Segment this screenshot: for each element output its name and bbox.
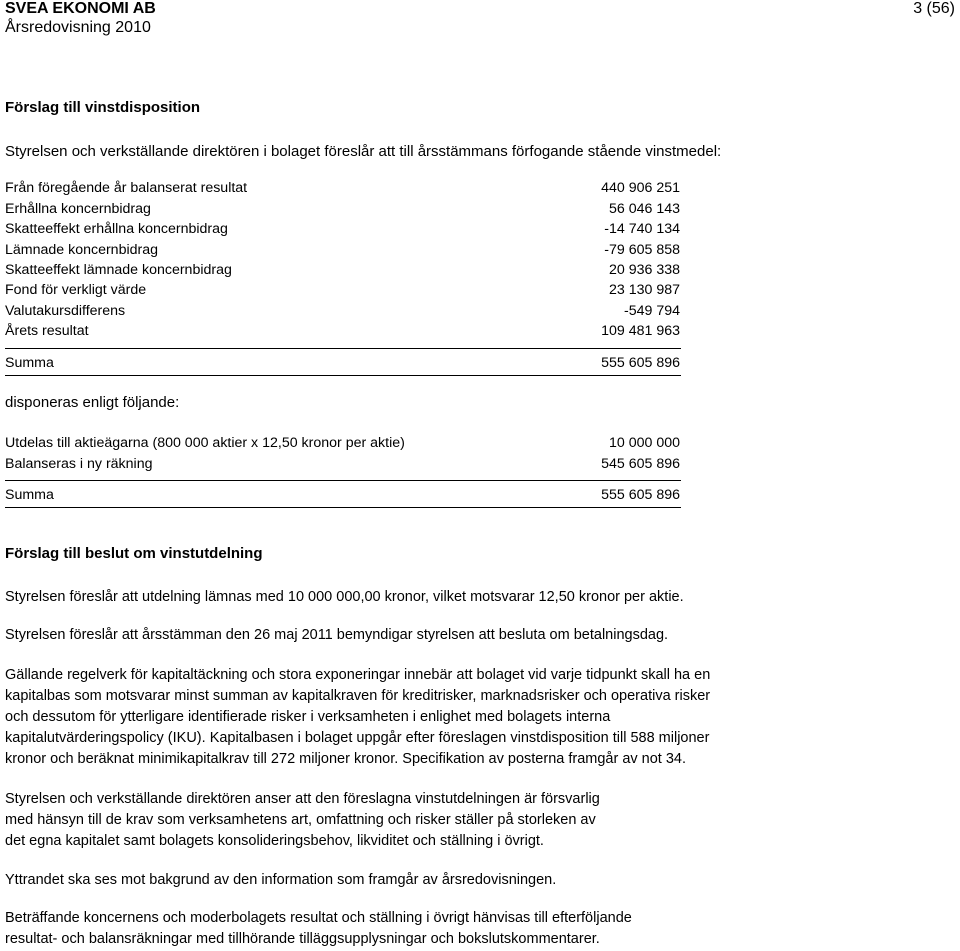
paragraph-line: kapitalbas som motsvarar minst summan av kapitalkraven för kreditrisker, marknadsrisker och operativa risker <box>5 688 711 704</box>
table-row <box>5 321 680 341</box>
table-row <box>5 280 680 300</box>
disposition-heading: Förslag till vinstdisposition <box>5 99 201 116</box>
sum-top-rule <box>5 480 681 481</box>
sum-value: 555 605 896 <box>601 487 680 503</box>
row-value: 56 046 143 <box>608 201 680 217</box>
paragraph-line: Yttrandet ska ses mot bakgrund av den information som framgår av årsredovisningen. <box>5 872 557 888</box>
paragraph-line: Beträffande koncernens och moderbolagets resultat och ställning i övrigt hänvisas till efterföljande <box>5 910 632 926</box>
paragraph-line: kronor och beräknat minimikapitalkrav till 272 miljoner kronor. Specifikation av posterna framgår av not 34. <box>5 751 687 767</box>
row-label: Balanseras i ny räkning <box>5 456 153 472</box>
row-label: Lämnade koncernbidrag <box>5 242 159 258</box>
table-row <box>5 178 680 198</box>
paragraph-line: kapitalutvärderingspolicy (IKU). Kapitalbasen i bolaget uppgår efter föreslagen vinstdisposition till 588 miljoner <box>5 730 710 746</box>
paragraph-line: Styrelsen föreslår att utdelning lämnas med 10 000 000,00 kronor, vilket motsvarar 12,50 kronor per aktie. <box>5 589 684 605</box>
paragraph-line: Gällande regelverk för kapitaltäckning och stora exponeringar innebär att bolaget vid varje tidpunkt skall ha en <box>5 667 711 683</box>
row-value: 109 481 963 <box>601 323 680 339</box>
paragraph-line: Styrelsen och verkställande direktören anser att den föreslagna vinstutdelningen är försvarlig <box>5 791 600 807</box>
table-row <box>5 301 680 321</box>
table-row <box>5 454 680 474</box>
statement-basis-paragraph <box>5 870 955 891</box>
row-label: Årets resultat <box>5 323 89 339</box>
row-label: Utdelas till aktieägarna (800 000 aktier x 12,50 kronor per aktie) <box>5 435 405 451</box>
table-row <box>5 260 680 280</box>
sum-value: 555 605 896 <box>601 355 680 371</box>
row-value: -14 740 134 <box>604 221 680 237</box>
paragraph-line: resultat- och balansräkningar med tillhörande tilläggsupplysningar och bokslutskommentarer. <box>5 931 600 947</box>
sum-bottom-rule <box>5 507 681 508</box>
company-name: SVEA EKONOMI AB <box>5 0 156 17</box>
dividend-heading: Förslag till beslut om vinstutdelning <box>5 545 263 562</box>
row-label: Från föregående år balanserat resultat <box>5 180 248 196</box>
table-row <box>5 199 680 219</box>
sum-top-rule <box>5 348 681 349</box>
row-label: Skatteeffekt erhållna koncernbidrag <box>5 221 228 237</box>
reference-paragraph <box>5 908 955 950</box>
row-value: 440 906 251 <box>601 180 680 196</box>
sum-label: Summa <box>5 355 54 371</box>
paragraph-line: Styrelsen föreslår att årsstämman den 26 maj 2011 bemyndigar styrelsen att besluta om betalningsdag. <box>5 627 669 643</box>
dividend-paragraph-2 <box>5 625 955 646</box>
board-statement-paragraph <box>5 789 955 852</box>
report-title: Årsredovisning 2010 <box>5 19 151 36</box>
row-value: 20 936 338 <box>608 262 680 278</box>
paragraph-line: med hänsyn till de krav som verksamhetens art, omfattning och risker ställer på storleken av <box>5 812 596 828</box>
table-row <box>5 219 680 239</box>
sum-row <box>5 353 680 373</box>
row-value: -79 605 858 <box>604 242 680 258</box>
row-label: Erhållna koncernbidrag <box>5 201 151 217</box>
sum-row <box>5 485 680 505</box>
row-label: Fond för verkligt värde <box>5 282 147 298</box>
page-number: 3 (56) <box>913 0 955 17</box>
paragraph-line: och dessutom för ytterligare identifierade risker i verksamheten i enlighet med bolagets interna <box>5 709 611 725</box>
sum-label: Summa <box>5 487 54 503</box>
row-value: 10 000 000 <box>608 435 680 451</box>
paragraph-line: det egna kapitalet samt bolagets konsolideringsbehov, likviditet och ställning i övrigt. <box>5 833 544 849</box>
row-value: 545 605 896 <box>601 456 680 472</box>
table-row <box>5 433 680 453</box>
dispose-text: disponeras enligt följande: <box>5 394 180 411</box>
sum-bottom-rule <box>5 375 681 376</box>
row-value: 23 130 987 <box>608 282 680 298</box>
dividend-paragraph-1 <box>5 587 955 608</box>
row-label: Skatteeffekt lämnade koncernbidrag <box>5 262 232 278</box>
row-value: -549 794 <box>623 303 680 319</box>
capital-paragraph <box>5 665 955 770</box>
table-row <box>5 240 680 260</box>
row-label: Valutakursdifferens <box>5 303 126 319</box>
disposition-intro: Styrelsen och verkställande direktören i bolaget föreslår att till årsstämmans förfogande stående vinstmedel: <box>5 143 722 160</box>
